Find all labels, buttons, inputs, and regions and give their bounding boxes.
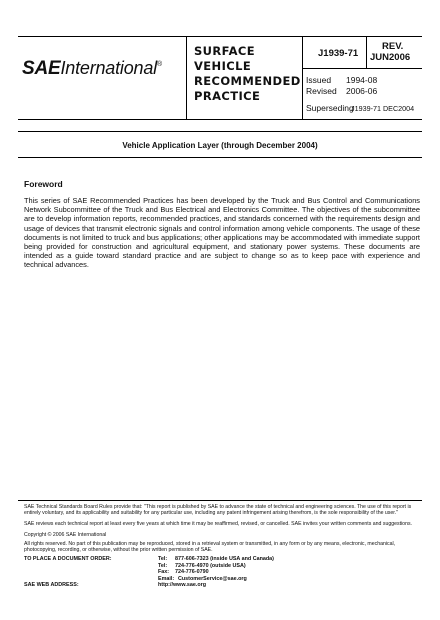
- issued-value: 1994-08: [346, 75, 378, 85]
- copyright-text: Copyright © 2006 SAE International: [24, 532, 107, 538]
- tel-value: 877-606-7323 (inside USA and Canada): [175, 556, 274, 562]
- foreword-heading: Foreword: [24, 179, 63, 189]
- email-label: Email:: [158, 575, 175, 582]
- header-divider-1: [186, 36, 187, 119]
- doc-type-line: RECOMMENDED: [194, 74, 301, 88]
- revision-label: REV.: [382, 41, 404, 52]
- revised-label: Revised: [306, 86, 337, 96]
- tel2-label: Tel:: [158, 562, 168, 569]
- tel2-value: 724-776-4970 (outside USA): [175, 562, 246, 569]
- header-mid-rule: [302, 68, 422, 69]
- web-label: SAE WEB ADDRESS:: [24, 582, 79, 588]
- header-top-rule: [18, 36, 422, 37]
- title-bottom-rule: [18, 157, 422, 158]
- doc-type-line: PRACTICE: [194, 89, 261, 103]
- rights-text: All rights reserved. No part of this publication may be reproduced, stored in a retrieval system or transmitted, in any form or by any means, electronic, mechanical, photocopying, recording, or otherwise, without the prior written permission of SAE.: [24, 541, 396, 554]
- logo-international: International: [60, 58, 157, 78]
- logo-trademark: ®: [156, 61, 162, 68]
- order-label: TO PLACE A DOCUMENT ORDER:: [24, 556, 112, 562]
- logo-sae: SAE: [22, 58, 61, 79]
- document-title: Vehicle Application Layer (through December 2004): [122, 141, 318, 150]
- review-text: SAE reviews each technical report at least every five years at which time it may be reaffirmed, revised, or cancelled. SAE invites your written comments and suggestions.: [24, 521, 412, 527]
- foreword-body: This series of SAE Recommended Practices has been developed by the Truck and Bus Control and Communications Network Subcommittee of the Truck and Bus Electrical and Electronics Committee. The objectives of the subcommittee are to develop information reports, recommended practices, and standards concerned with the requirements design and usage of devices that transmit electronic signals and control information among vehicle components. The usage of these documents is not limited to truck and bus applications; other applications may be accommodated with immediate support being provided for construction and agricultural equipment, and stationary power systems. These documents are intended as a guide toward standard practice and are subject to change so as to keep pace with experience and technical advances.: [24, 196, 420, 270]
- web-link[interactable]: http://www.sae.org: [158, 582, 207, 588]
- revision-date: JUN2006: [370, 52, 411, 63]
- email-value[interactable]: CustomerService@sae.org: [178, 575, 247, 582]
- rules-text: SAE Technical Standards Board Rules provide that: "This report is published by SAE to advance the state of technical and engineering sciences. The use of this report is entirely voluntary, and its applicability and suitability for any particular use, including any patent infringement arising therefrom, is the sole responsibility of the user.": [24, 504, 412, 517]
- doc-type-line: VEHICLE: [194, 59, 252, 73]
- sae-logo: [22, 58, 162, 80]
- footer-rule: [18, 500, 422, 501]
- fax-label: Fax:: [158, 569, 170, 575]
- doc-type-line: SURFACE: [194, 44, 256, 58]
- superseding-value: J1939-71 DEC2004: [351, 104, 415, 113]
- document-number: J1939-71: [318, 48, 359, 59]
- title-top-rule: [18, 131, 422, 132]
- header-divider-3: [366, 36, 367, 68]
- tel-label: Tel:: [158, 556, 168, 562]
- header-bottom-rule: [18, 119, 422, 120]
- document-type: [194, 44, 304, 104]
- issued-label: Issued: [306, 75, 332, 85]
- superseding-label: Superseding: [306, 103, 354, 113]
- fax-value: 724-776-0790: [175, 569, 209, 575]
- revised-value: 2006-06: [346, 86, 378, 96]
